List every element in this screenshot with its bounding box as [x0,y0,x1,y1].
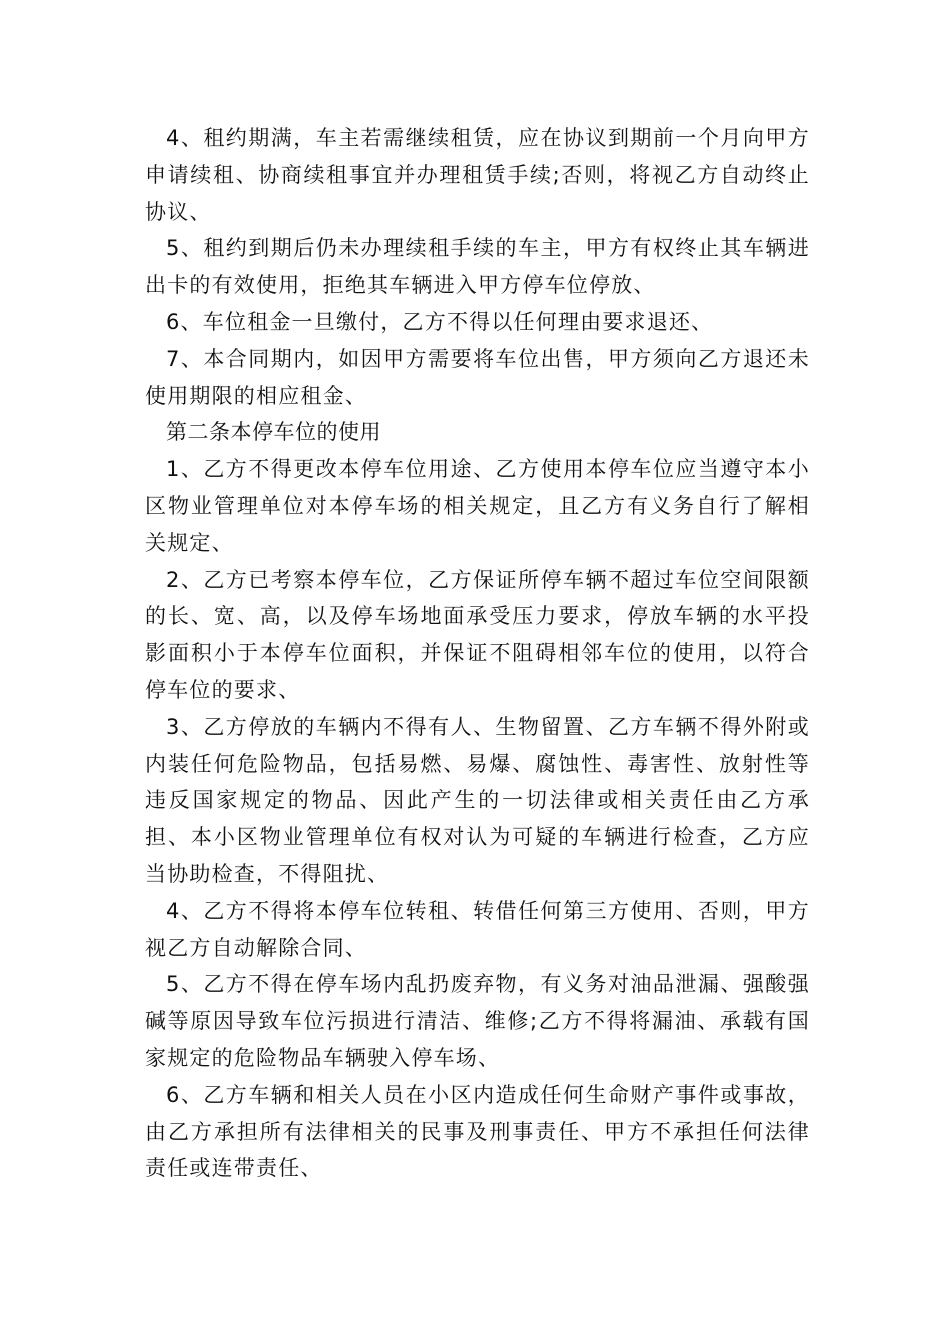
clause-5-expiry: 5、租约到期后仍未办理续租手续的车主，甲方有权终止其车辆进出卡的有效使用，拒绝其车辆进入甲方停车位停放、 [145,236,810,298]
clause-6-no-refund: 6、车位租金一旦缴付，乙方不得以任何理由要求退还、 [166,309,714,334]
usage-clause-2: 2、乙方已考察本停车位，乙方保证所停车辆不超过车位空间限额的长、宽、高，以及停车场地面承受压力要求，停放车辆的水平投影面积小于本停车位面积，并保证不阻碍相邻车位的使用，以符合停车位的要求、 [145,567,810,702]
section-title: 第二条本停车位的使用 [166,420,381,445]
usage-clause-5: 5、乙方不得在停车场内乱扔废弃物，有义务对油品泄漏、强酸强碱等原因导致车位污损进行清洁、维修;乙方不得将漏油、承载有国家规定的危险物品车辆驶入停车场、 [145,972,810,1070]
usage-clause-3: 3、乙方停放的车辆内不得有人、生物留置、乙方车辆不得外附或内装任何危险物品，包括易燃、易爆、腐蚀性、毒害性、放射性等违反国家规定的物品、因此产生的一切法律或相关责任由乙方承担、本小区物业管理单位有权对认为可疑的车辆进行检查，乙方应当协助检查，不得阻扰、 [145,714,810,886]
usage-clause-1: 1、乙方不得更改本停车位用途、乙方使用本停车位应当遵守本小区物业管理单位对本停车场的相关规定，且乙方有义务自行了解相关规定、 [145,457,810,555]
clause-4-renewal: 4、租约期满，车主若需继续租赁，应在协议到期前一个月向甲方申请续租、协商续租事宜并办理租赁手续;否则，将视乙方自动终止协议、 [145,126,810,224]
clause-7-sale-refund: 7、本合同期内，如因甲方需要将车位出售，甲方须向乙方退还未使用期限的相应租金、 [145,346,810,408]
usage-clause-6: 6、乙方车辆和相关人员在小区内造成任何生命财产事件或事故，由乙方承担所有法律相关的民事及刑事责任、甲方不承担任何法律责任或连带责任、 [145,1082,810,1181]
document-body [145,120,810,1187]
usage-clause-4: 4、乙方不得将本停车位转租、转借任何第三方使用、否则，甲方视乙方自动解除合同、 [145,898,810,960]
